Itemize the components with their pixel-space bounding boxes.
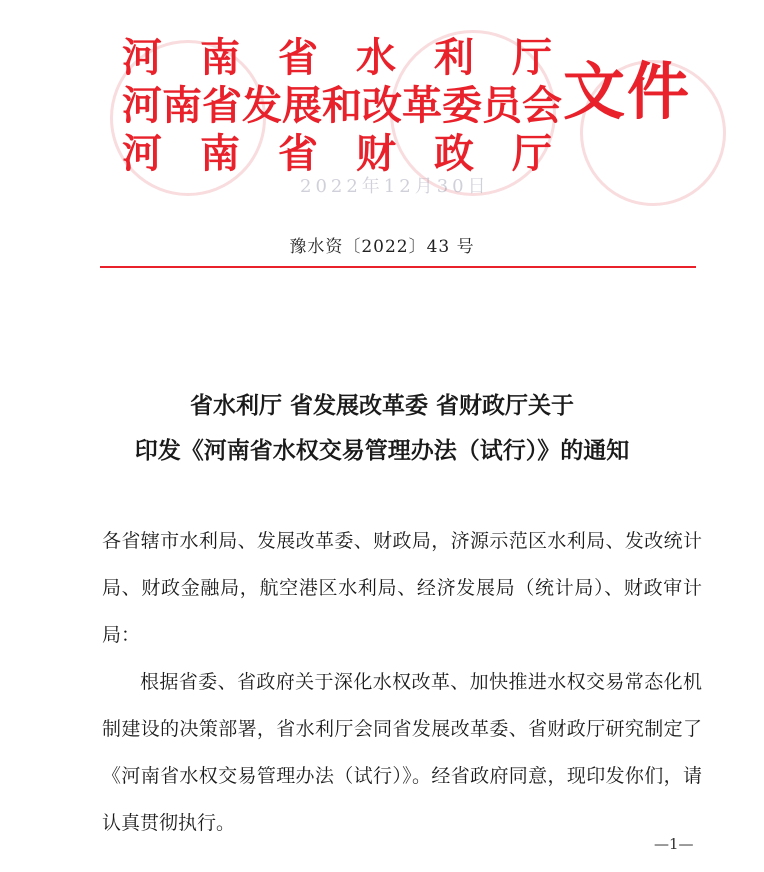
title-line-1: 省水利厅 省发展改革委 省财政厅关于: [189, 393, 574, 419]
issuer-char: 厅: [512, 131, 552, 177]
seal-date: 2022年12月30日: [300, 176, 490, 197]
issuer-char: 省: [278, 131, 318, 177]
document-number: 豫水资〔2022〕43 号: [289, 237, 475, 257]
issuer-char: 政: [434, 131, 474, 177]
issuer-line-water-department: [122, 36, 552, 80]
issuer-line-finance-department: [122, 132, 552, 176]
issuer-char: 省: [278, 35, 318, 81]
document-word: 文件: [563, 55, 692, 128]
issuer-char: 南: [200, 131, 240, 177]
issuer-char: 南: [200, 35, 240, 81]
recipients: 各省辖市水利局、发展改革委、财政局，济源示范区水利局、发改统计局、财政金融局，航空港区水利局、经济发展局（统计局）、财政审计局：: [102, 530, 702, 646]
issuer-char: 河: [122, 35, 162, 81]
body-paragraph: 根据省委、省政府关于深化水权改革、加快推进水权交易常态化机制建设的决策部署，省水利厅会同省发展改革委、省财政厅研究制定了《河南省水权交易管理办法（试行）》。经省政府同意，现印发你们，请认真贯彻执行。: [102, 671, 702, 834]
issuer-line-development-commission: 河南省发展和改革委员会: [122, 83, 562, 129]
issuer-char: 利: [434, 35, 474, 81]
issuer-char: 厅: [512, 35, 552, 81]
red-divider: [100, 266, 696, 268]
title-line-2: 印发《河南省水权交易管理办法（试行）》的通知: [134, 438, 630, 464]
issuer-char: 河: [122, 131, 162, 177]
page-number: —1—: [654, 835, 694, 853]
issuer-char: 水: [356, 35, 396, 81]
issuer-char: 财: [356, 131, 396, 177]
